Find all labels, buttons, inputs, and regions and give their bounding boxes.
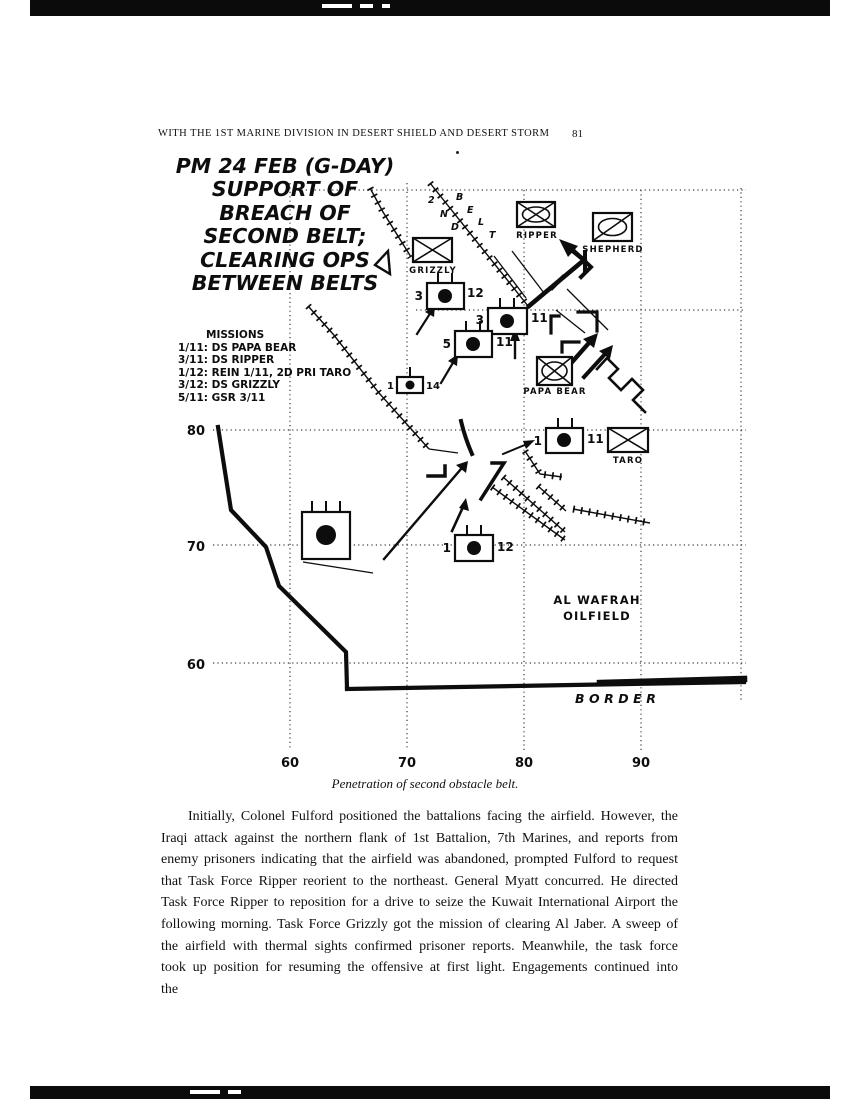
header-title: WITH THE 1ST MARINE DIVISION IN DESERT SHIELD AND DESERT STORM [158, 128, 550, 139]
axis-bottom-60: 60 [280, 756, 300, 771]
artillery-3-12 [415, 273, 484, 309]
axis-bottom-70: 70 [397, 756, 417, 771]
unit-number-right: 14 [426, 381, 440, 392]
unit-number-left: 1 [533, 434, 542, 448]
arrow-to-3-12 [417, 312, 431, 334]
belt-letter: N [440, 209, 448, 220]
task-force-shepherd [582, 213, 643, 255]
position-staple [562, 342, 579, 352]
belt-letter: T [489, 230, 496, 241]
unit-number-right: 11 [496, 335, 513, 349]
unit-number-left: 3 [475, 313, 484, 327]
map-title-line: SECOND BELT; [203, 224, 367, 249]
unit-number-left: 1 [442, 541, 451, 555]
task-force-label: GRIZZLY [409, 266, 457, 276]
position-staple [428, 466, 445, 476]
map-title [160, 155, 410, 295]
axis-left-70: 70 [186, 540, 205, 555]
map-title-line: SUPPORT OF [211, 177, 359, 202]
axis-left-60: 60 [186, 658, 205, 673]
breach-lane-lines [494, 251, 544, 298]
scan-dash [190, 1090, 220, 1094]
arrow-ne-1 [573, 344, 588, 361]
border-line [218, 427, 744, 706]
belt-letter: E [467, 205, 474, 216]
mission-item: 1/11: DS PAPA BEAR [178, 341, 297, 354]
mission-item: 3/12: DS GRIZZLY [178, 379, 281, 392]
belt-letter: B [456, 192, 464, 203]
unit-number-left: 1 [387, 381, 394, 392]
belt-letter: 2 [428, 195, 435, 206]
mission-item: 3/11: DS RIPPER [178, 354, 275, 367]
task-force-label: RIPPER [516, 231, 558, 241]
oilfield-label-line2: OILFIELD [563, 609, 631, 623]
arrow-to-5-11 [441, 361, 454, 383]
border-label: BORDER [575, 691, 661, 706]
map-title-line: BREACH OF [219, 200, 351, 225]
unit-number-right: 12 [467, 286, 484, 300]
map-title-line: BETWEEN BELTS [191, 271, 379, 296]
page-number: 81 [572, 128, 583, 140]
missions-heading: MISSIONS [206, 329, 265, 341]
figure-caption: Penetration of second obstacle belt. [331, 776, 519, 791]
task-force-taro [608, 428, 648, 466]
unit-number-left: 5 [442, 337, 451, 351]
oilfield-label-line1: AL WAFRAH [553, 593, 641, 607]
artillery-regiment-11th [302, 501, 350, 559]
artillery-1-14 [387, 367, 440, 393]
unit-number-right: 11 [587, 432, 604, 446]
position-staple [551, 316, 559, 333]
task-force-label: TARO [612, 456, 644, 466]
task-force-grizzly [409, 238, 457, 276]
unit-number-right: 11 [531, 311, 548, 325]
task-force-papa-bear [523, 357, 586, 397]
arrow-ne-2 [584, 353, 606, 377]
boundary-line [303, 562, 373, 573]
artillery-3-11 [476, 298, 548, 334]
place-labels [553, 593, 640, 623]
missions-list [178, 329, 351, 405]
position-staple [578, 312, 597, 331]
map-title-line: PM 24 FEB (G-DAY) [175, 154, 395, 178]
scan-bar-bottom [30, 1086, 830, 1099]
mission-item: 1/12: REIN 1/11, 2D PRI TARO [178, 366, 352, 379]
body-paragraph: Initially, Colonel Fulford positioned the battalions facing the airfield. However, the Iraqi attack against the northern flank of 1st Battalion, 7th Marines, and reports from enemy prisoners indicating that the airfield was abandoned, prompted Fulford to request that Task Force Ripper reorient to the northeast. General Myatt concurred. He directed Task Force Ripper to reposition for a drive to seize the Kuwait International Airport the following morning. Task Force Grizzly got the mission of clearing Al Jaber. A sweep of the airfield with thermal sights confirmed prisoner reports. Meanwhile, the task force took up position for resuming the offensive at first light. Engagements continued into the [161, 809, 678, 997]
mission-item: 5/11: GSR 3/11 [178, 391, 266, 404]
unit-number-left: 3 [414, 289, 423, 303]
axis-bottom-80: 80 [514, 756, 534, 771]
zigzag-trench [597, 358, 645, 412]
breach-mark [461, 421, 472, 454]
belt-letter: L [478, 217, 485, 228]
task-force-ripper [516, 202, 558, 241]
task-force-label: SHEPHERD [582, 245, 644, 255]
scan-dash [228, 1090, 241, 1094]
task-force-label: PAPA BEAR [523, 387, 587, 397]
unit-number-right: 12 [497, 540, 514, 554]
map-title-line: CLEARING OPS [200, 247, 370, 272]
arrow-above-1-12 [452, 507, 463, 531]
artillery-1-11 [534, 418, 604, 453]
axis-bottom-90: 90 [631, 756, 651, 771]
axis-left-80: 80 [186, 424, 205, 439]
belt-letter: D [451, 222, 459, 233]
attack-arrows [384, 239, 613, 559]
